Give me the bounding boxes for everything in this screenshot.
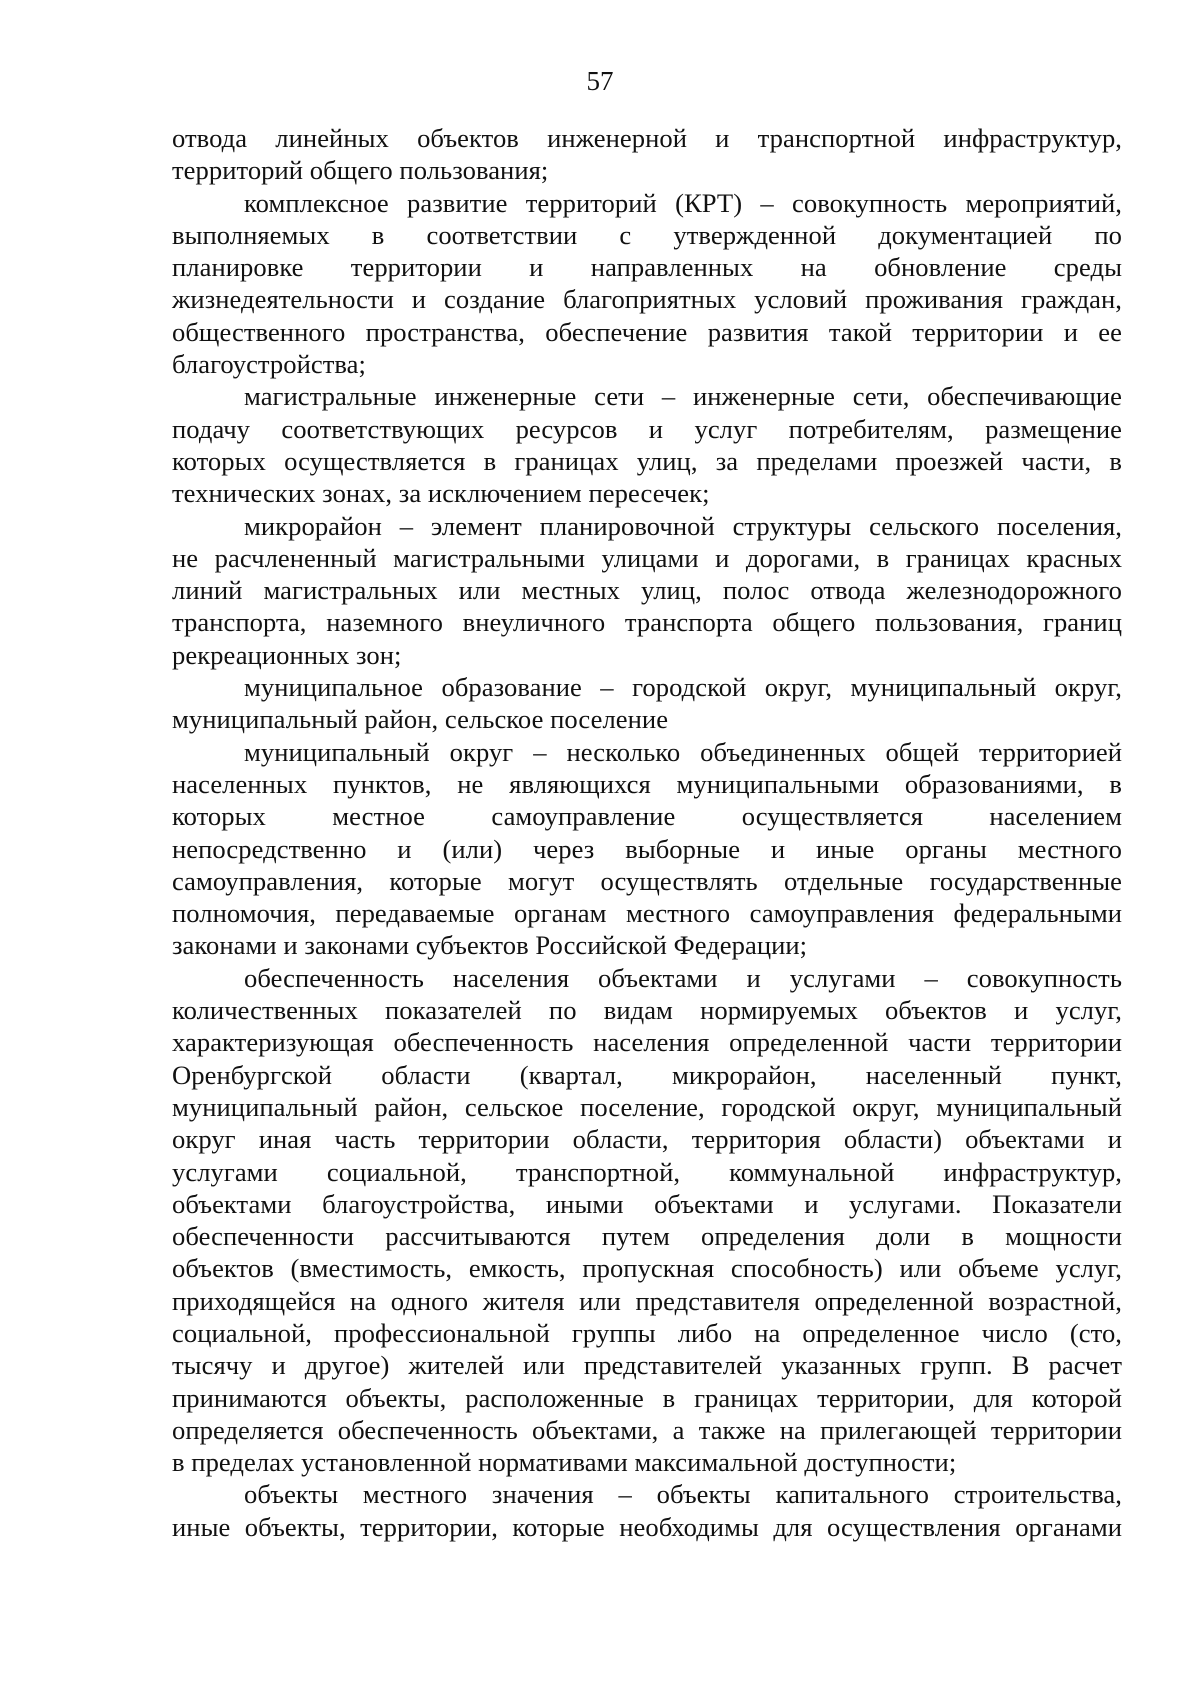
text-line: законами и законами субъектов Российской Федерации; bbox=[172, 930, 808, 961]
text-line: обеспеченности рассчитываются путем определения доли в мощности bbox=[172, 1221, 1122, 1252]
document-body bbox=[172, 122, 1122, 1543]
paragraph-first-line: обеспеченность населения объектами и услугами – совокупность bbox=[244, 962, 1122, 993]
text-line: планировке территории и направленных на обновление среды bbox=[172, 252, 1122, 283]
text-line: транспорта, наземного внеуличного транспорта общего пользования, границ bbox=[172, 607, 1122, 638]
paragraph-first-line: объекты местного значения – объекты капитального строительства, bbox=[244, 1479, 1122, 1510]
text-line: социальной, профессиональной группы либо на определенное число (сто, bbox=[172, 1317, 1122, 1348]
text-line: Оренбургской области (квартал, микрорайон, населенный пункт, bbox=[172, 1059, 1122, 1090]
paragraph-first-line: микрорайон – элемент планировочной структуры сельского поселения, bbox=[244, 510, 1122, 541]
text-line: иные объекты, территории, которые необходимы для осуществления органами bbox=[172, 1511, 1122, 1542]
text-line: отвода линейных объектов инженерной и транспортной инфраструктур, bbox=[172, 123, 1122, 153]
text-line: объектами благоустройства, иными объектами и услугами. Показатели bbox=[172, 1188, 1122, 1219]
text-line: определяется обеспеченность объектами, а также на прилегающей территории bbox=[172, 1414, 1122, 1445]
paragraph-first-line: магистральные инженерные сети – инженерные сети, обеспечивающие bbox=[244, 381, 1122, 412]
text-line: приходящейся на одного жителя или представителя определенной возрастной, bbox=[172, 1285, 1122, 1316]
text-line: характеризующая обеспеченность населения определенной части территории bbox=[172, 1027, 1122, 1058]
page-number: 57 bbox=[586, 66, 614, 96]
text-line: которых осуществляется в границах улиц, за пределами проезжей части, в bbox=[172, 445, 1122, 476]
text-line: которых местное самоуправление осуществляется населением bbox=[172, 801, 1122, 832]
paragraph-first-line: муниципальный округ – несколько объединенных общей территорией bbox=[244, 736, 1122, 767]
text-line: округ иная часть территории области, территория области) объектами и bbox=[172, 1124, 1122, 1155]
text-line: территорий общего пользования; bbox=[172, 155, 549, 186]
text-line: объектов (вместимость, емкость, пропускная способность) или объеме услуг, bbox=[172, 1253, 1122, 1284]
text-line: благоустройства; bbox=[172, 349, 366, 380]
text-line: населенных пунктов, не являющихся муниципальными образованиями, в bbox=[172, 768, 1122, 799]
paragraph-first-line: муниципальное образование – городской округ, муниципальный округ, bbox=[244, 672, 1122, 703]
text-line: полномочия, передаваемые органам местного самоуправления федеральными bbox=[172, 898, 1122, 929]
text-line: линий магистральных или местных улиц, полос отвода железнодорожного bbox=[172, 575, 1122, 606]
text-line: муниципальный район, сельское поселение bbox=[172, 704, 669, 735]
text-line: самоуправления, которые могут осуществлять отдельные государственные bbox=[172, 865, 1122, 896]
text-line: принимаются объекты, расположенные в границах территории, для которой bbox=[172, 1382, 1122, 1413]
text-line: выполняемых в соответствии с утвержденной документацией по bbox=[172, 219, 1122, 250]
text-line: услугами социальной, транспортной, коммунальной инфраструктур, bbox=[172, 1156, 1122, 1187]
text-line: подачу соответствующих ресурсов и услуг потребителям, размещение bbox=[172, 413, 1122, 444]
text-line: муниципальный район, сельское поселение, городской округ, муниципальный bbox=[172, 1091, 1122, 1122]
text-line: тысячу и другое) жителей или представителей указанных групп. В расчет bbox=[172, 1350, 1122, 1381]
text-line: количественных показателей по видам нормируемых объектов и услуг, bbox=[172, 995, 1122, 1026]
text-line: рекреационных зон; bbox=[172, 639, 402, 670]
text-line: общественного пространства, обеспечение развития такой территории и ее bbox=[172, 316, 1122, 347]
text-line: технических зонах, за исключением пересечек; bbox=[172, 478, 710, 509]
paragraph-first-line: комплексное развитие территорий (КРТ) – совокупность мероприятий, bbox=[244, 187, 1122, 218]
text-line: жизнедеятельности и создание благоприятных условий проживания граждан, bbox=[172, 284, 1122, 315]
text-line: непосредственно и (или) через выборные и иные органы местного bbox=[172, 833, 1122, 864]
text-line: в пределах установленной нормативами максимальной доступности; bbox=[172, 1447, 957, 1478]
text-line: не расчлененный магистральными улицами и дорогами, в границах красных bbox=[172, 542, 1122, 573]
